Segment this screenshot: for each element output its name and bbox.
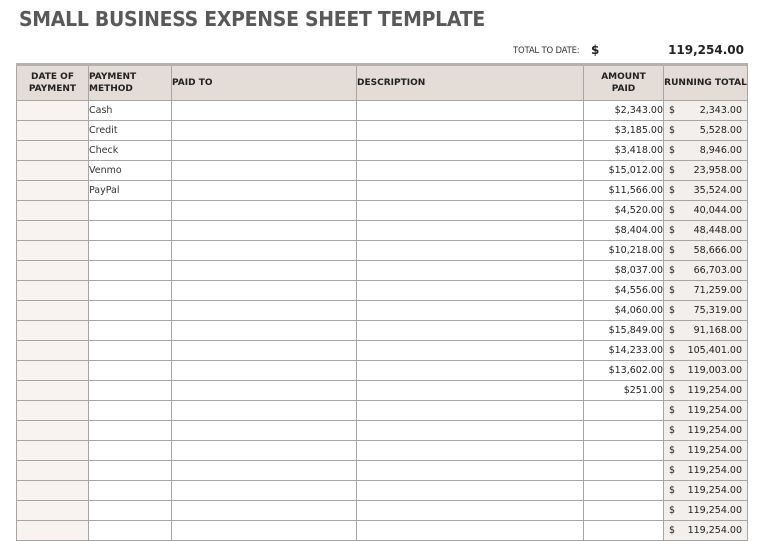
running-total-currency: $: [669, 505, 676, 516]
running-total-value: 75,319.00: [693, 305, 742, 316]
date-cell[interactable]: [17, 381, 89, 401]
payment-method-cell[interactable]: [89, 501, 172, 521]
table-row: [17, 421, 748, 441]
running-total-value: 58,666.00: [693, 245, 742, 256]
paid-to-cell[interactable]: [172, 321, 357, 341]
amount-paid-cell[interactable]: [584, 521, 664, 541]
running-total-value: 40,044.00: [693, 205, 742, 216]
amount-paid-cell[interactable]: $4,060.00: [584, 301, 664, 321]
description-cell[interactable]: [357, 141, 584, 161]
description-cell[interactable]: [357, 281, 584, 301]
table-row: [17, 501, 748, 521]
payment-method-cell[interactable]: [89, 461, 172, 481]
running-total-cell[interactable]: [664, 461, 748, 481]
running-total-cell[interactable]: [664, 141, 748, 161]
running-total-currency: $: [669, 485, 676, 496]
table-row: [17, 141, 748, 161]
running-total-value: 119,254.00: [687, 505, 742, 516]
date-cell[interactable]: [17, 461, 89, 481]
running-total-currency: $: [669, 225, 676, 236]
running-total-cell[interactable]: [664, 501, 748, 521]
payment-method-cell[interactable]: [89, 221, 172, 241]
date-cell[interactable]: [17, 481, 89, 501]
amount-paid-cell[interactable]: [584, 461, 664, 481]
description-cell[interactable]: [357, 321, 584, 341]
table-row: [17, 401, 748, 421]
running-total-value: 71,259.00: [693, 285, 742, 296]
running-total-currency: $: [669, 405, 676, 416]
description-cell[interactable]: [357, 101, 584, 121]
date-cell[interactable]: [17, 321, 89, 341]
running-total-currency: $: [669, 145, 676, 156]
description-cell[interactable]: [357, 521, 584, 541]
date-cell[interactable]: [17, 121, 89, 141]
running-total-currency: $: [669, 445, 676, 456]
running-total-currency: $: [669, 525, 676, 536]
running-total-cell[interactable]: [664, 241, 748, 261]
running-total-currency: $: [669, 165, 676, 176]
running-total-value: 35,524.00: [693, 185, 742, 196]
running-total-value: 105,401.00: [687, 345, 742, 356]
amount-paid-cell[interactable]: $11,566.00: [584, 181, 664, 201]
description-cell[interactable]: [357, 221, 584, 241]
running-total-currency: $: [669, 425, 676, 436]
table-row: [17, 321, 748, 341]
running-total-currency: $: [669, 285, 676, 296]
payment-method-cell[interactable]: [89, 361, 172, 381]
running-total-value: 119,254.00: [687, 485, 742, 496]
running-total-cell[interactable]: [664, 181, 748, 201]
paid-to-cell[interactable]: [172, 181, 357, 201]
paid-to-cell[interactable]: [172, 401, 357, 421]
payment-method-cell[interactable]: [89, 381, 172, 401]
total-currency-symbol: $: [591, 43, 600, 57]
table-row: [17, 221, 748, 241]
running-total-cell[interactable]: [664, 381, 748, 401]
description-cell[interactable]: [357, 361, 584, 381]
paid-to-cell[interactable]: [172, 141, 357, 161]
date-cell[interactable]: [17, 501, 89, 521]
amount-paid-cell[interactable]: $3,185.00: [584, 121, 664, 141]
date-cell[interactable]: [17, 361, 89, 381]
date-cell[interactable]: [17, 261, 89, 281]
running-total-cell[interactable]: [664, 301, 748, 321]
description-cell[interactable]: [357, 121, 584, 141]
date-cell[interactable]: [17, 141, 89, 161]
amount-paid-cell[interactable]: [584, 401, 664, 421]
amount-paid-cell[interactable]: $251.00: [584, 381, 664, 401]
table-row: [17, 381, 748, 401]
page-title: SMALL BUSINESS EXPENSE SHEET TEMPLATE: [19, 7, 485, 31]
running-total-value: 66,703.00: [693, 265, 742, 276]
table-row: [17, 181, 748, 201]
running-total-cell[interactable]: [664, 441, 748, 461]
paid-to-cell[interactable]: [172, 341, 357, 361]
paid-to-cell[interactable]: [172, 281, 357, 301]
date-cell[interactable]: [17, 441, 89, 461]
payment-method-cell[interactable]: [89, 401, 172, 421]
running-total-value: 23,958.00: [693, 165, 742, 176]
running-total-currency: $: [669, 125, 676, 136]
description-cell[interactable]: [357, 201, 584, 221]
table-row: [17, 441, 748, 461]
header-running-total[interactable]: RUNNING TOTAL: [664, 65, 748, 101]
payment-method-cell[interactable]: [89, 441, 172, 461]
running-total-currency: $: [669, 325, 676, 336]
running-total-value: 5,528.00: [699, 125, 742, 136]
table-row: [17, 241, 748, 261]
description-cell[interactable]: [357, 261, 584, 281]
amount-paid-cell[interactable]: $8,037.00: [584, 261, 664, 281]
paid-to-cell[interactable]: [172, 201, 357, 221]
running-total-cell[interactable]: [664, 521, 748, 541]
date-cell[interactable]: [17, 201, 89, 221]
description-cell[interactable]: [357, 301, 584, 321]
paid-to-cell[interactable]: [172, 441, 357, 461]
description-cell[interactable]: [357, 441, 584, 461]
paid-to-cell[interactable]: [172, 241, 357, 261]
date-cell[interactable]: [17, 521, 89, 541]
expense-table: [16, 63, 748, 541]
amount-paid-cell[interactable]: $10,218.00: [584, 241, 664, 261]
payment-method-cell[interactable]: [89, 521, 172, 541]
description-cell[interactable]: [357, 461, 584, 481]
date-cell[interactable]: [17, 241, 89, 261]
running-total-currency: $: [669, 105, 676, 116]
payment-method-cell[interactable]: PayPal: [89, 181, 172, 201]
amount-paid-cell[interactable]: $4,556.00: [584, 281, 664, 301]
payment-method-cell[interactable]: [89, 321, 172, 341]
running-total-cell[interactable]: [664, 121, 748, 141]
amount-paid-cell[interactable]: $8,404.00: [584, 221, 664, 241]
running-total-value: 119,254.00: [687, 425, 742, 436]
table-row: [17, 341, 748, 361]
paid-to-cell[interactable]: [172, 361, 357, 381]
description-cell[interactable]: [357, 421, 584, 441]
table-row: [17, 481, 748, 501]
running-total-value: 119,003.00: [687, 365, 742, 376]
amount-paid-cell[interactable]: [584, 481, 664, 501]
running-total-cell[interactable]: [664, 261, 748, 281]
header-payment-method[interactable]: PAYMENT METHOD: [89, 65, 172, 101]
amount-paid-cell[interactable]: $14,233.00: [584, 341, 664, 361]
running-total-value: 119,254.00: [687, 405, 742, 416]
amount-paid-cell[interactable]: [584, 421, 664, 441]
paid-to-cell[interactable]: [172, 501, 357, 521]
running-total-currency: $: [669, 185, 676, 196]
table-row: [17, 201, 748, 221]
running-total-currency: $: [669, 365, 676, 376]
running-total-currency: $: [669, 205, 676, 216]
payment-method-cell[interactable]: [89, 281, 172, 301]
paid-to-cell[interactable]: [172, 101, 357, 121]
date-cell[interactable]: [17, 161, 89, 181]
paid-to-cell[interactable]: [172, 121, 357, 141]
running-total-currency: $: [669, 465, 676, 476]
date-cell[interactable]: [17, 181, 89, 201]
payment-method-cell[interactable]: [89, 201, 172, 221]
header-row: [17, 65, 748, 101]
running-total-value: 8,946.00: [699, 145, 742, 156]
paid-to-cell[interactable]: [172, 261, 357, 281]
total-to-date-value[interactable]: 119,254.00: [668, 43, 744, 57]
date-cell[interactable]: [17, 221, 89, 241]
running-total-cell[interactable]: [664, 221, 748, 241]
running-total-cell[interactable]: [664, 421, 748, 441]
amount-paid-cell[interactable]: [584, 441, 664, 461]
header-description[interactable]: DESCRIPTION: [357, 65, 584, 101]
amount-paid-cell[interactable]: $13,602.00: [584, 361, 664, 381]
running-total-cell[interactable]: [664, 361, 748, 381]
running-total-cell[interactable]: [664, 401, 748, 421]
date-cell[interactable]: [17, 341, 89, 361]
description-cell[interactable]: [357, 341, 584, 361]
table-row: [17, 101, 748, 121]
payment-method-cell[interactable]: Credit: [89, 121, 172, 141]
paid-to-cell[interactable]: [172, 461, 357, 481]
amount-paid-cell[interactable]: $15,849.00: [584, 321, 664, 341]
payment-method-cell[interactable]: [89, 341, 172, 361]
amount-paid-cell[interactable]: $3,418.00: [584, 141, 664, 161]
running-total-cell[interactable]: [664, 281, 748, 301]
running-total-value: 119,254.00: [687, 465, 742, 476]
paid-to-cell[interactable]: [172, 381, 357, 401]
amount-paid-cell[interactable]: $4,520.00: [584, 201, 664, 221]
paid-to-cell[interactable]: [172, 421, 357, 441]
table-row: [17, 161, 748, 181]
amount-paid-cell[interactable]: $2,343.00: [584, 101, 664, 121]
running-total-value: 91,168.00: [693, 325, 742, 336]
running-total-value: 2,343.00: [699, 105, 742, 116]
table-row: [17, 361, 748, 381]
payment-method-cell[interactable]: [89, 261, 172, 281]
date-cell[interactable]: [17, 401, 89, 421]
payment-method-cell[interactable]: Venmo: [89, 161, 172, 181]
date-cell[interactable]: [17, 421, 89, 441]
description-cell[interactable]: [357, 401, 584, 421]
date-cell[interactable]: [17, 301, 89, 321]
date-cell[interactable]: [17, 281, 89, 301]
table-row: [17, 301, 748, 321]
table-row: [17, 121, 748, 141]
payment-method-cell[interactable]: Check: [89, 141, 172, 161]
paid-to-cell[interactable]: [172, 161, 357, 181]
running-total-cell[interactable]: [664, 321, 748, 341]
payment-method-cell[interactable]: [89, 481, 172, 501]
running-total-value: 119,254.00: [687, 445, 742, 456]
description-cell[interactable]: [357, 161, 584, 181]
header-paid-to[interactable]: PAID TO: [172, 65, 357, 101]
paid-to-cell[interactable]: [172, 481, 357, 501]
description-cell[interactable]: [357, 481, 584, 501]
table-row: [17, 261, 748, 281]
payment-method-cell[interactable]: [89, 301, 172, 321]
paid-to-cell[interactable]: [172, 221, 357, 241]
running-total-value: 48,448.00: [693, 225, 742, 236]
table-row: [17, 281, 748, 301]
date-cell[interactable]: [17, 101, 89, 121]
description-cell[interactable]: [357, 501, 584, 521]
running-total-value: 119,254.00: [687, 525, 742, 536]
running-total-cell[interactable]: [664, 101, 748, 121]
running-total-cell[interactable]: [664, 341, 748, 361]
running-total-currency: $: [669, 245, 676, 256]
total-to-date-label: TOTAL TO DATE:: [513, 46, 580, 56]
description-cell[interactable]: [357, 241, 584, 261]
amount-paid-cell[interactable]: $15,012.00: [584, 161, 664, 181]
table-row: [17, 521, 748, 541]
running-total-currency: $: [669, 305, 676, 316]
running-total-cell[interactable]: [664, 161, 748, 181]
description-cell[interactable]: [357, 181, 584, 201]
payment-method-cell[interactable]: [89, 241, 172, 261]
running-total-value: 119,254.00: [687, 385, 742, 396]
paid-to-cell[interactable]: [172, 301, 357, 321]
running-total-cell[interactable]: [664, 201, 748, 221]
paid-to-cell[interactable]: [172, 521, 357, 541]
header-date-of-payment[interactable]: DATE OF PAYMENT: [17, 65, 89, 101]
running-total-cell[interactable]: [664, 481, 748, 501]
description-cell[interactable]: [357, 381, 584, 401]
running-total-currency: $: [669, 265, 676, 276]
payment-method-cell[interactable]: [89, 421, 172, 441]
table-row: [17, 461, 748, 481]
running-total-currency: $: [669, 385, 676, 396]
amount-paid-cell[interactable]: [584, 501, 664, 521]
header-amount-paid[interactable]: AMOUNT PAID: [584, 65, 664, 101]
running-total-currency: $: [669, 345, 676, 356]
payment-method-cell[interactable]: Cash: [89, 101, 172, 121]
